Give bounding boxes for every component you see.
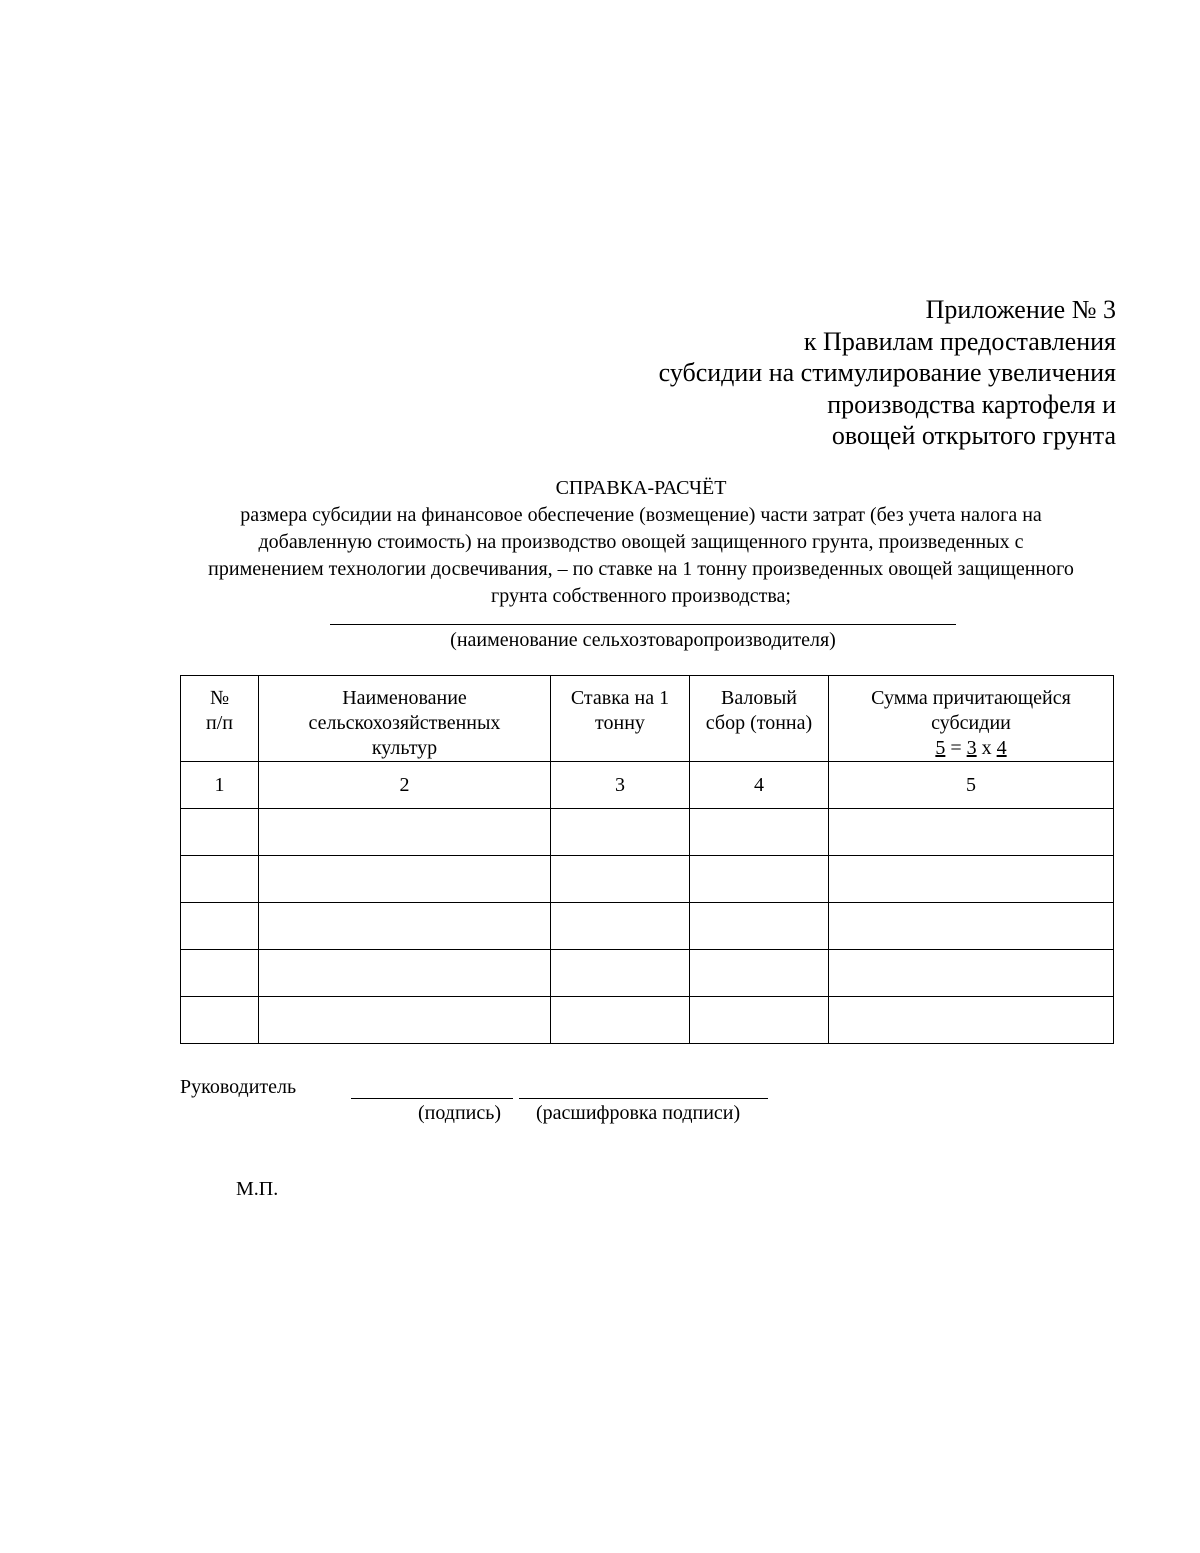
table-row — [181, 809, 1114, 856]
table-cell[interactable] — [690, 997, 829, 1044]
header-rate: Ставка на 1 тонну — [551, 676, 690, 762]
table-cell[interactable] — [551, 903, 690, 950]
header-crop-name: Наименование сельскохозяйственных культур — [259, 676, 551, 762]
table-cell[interactable] — [829, 903, 1114, 950]
table-cell[interactable] — [259, 809, 551, 856]
column-number: 3 — [551, 762, 690, 809]
table-cell[interactable] — [690, 903, 829, 950]
table-cell[interactable] — [181, 809, 259, 856]
table-cell[interactable] — [551, 856, 690, 903]
table-cell[interactable] — [829, 809, 1114, 856]
table-cell[interactable] — [181, 997, 259, 1044]
subtitle-line-2: добавленную стоимость) на производство овощей защищенного грунта, произведенных с — [258, 531, 1024, 553]
table-row — [181, 856, 1114, 903]
table-cell[interactable] — [829, 856, 1114, 903]
appendix-line-3: субсидии на стимулирование увеличения — [658, 358, 1116, 387]
header-subsidy-amount: Сумма причитающейся субсидии 5 = 3 х 4 — [829, 676, 1114, 762]
signature-decoding-caption: (расшифровка подписи) — [536, 1102, 741, 1124]
table-cell[interactable] — [259, 856, 551, 903]
header-number: № п/п — [181, 676, 259, 762]
table-cell[interactable] — [181, 950, 259, 997]
column-number: 4 — [690, 762, 829, 809]
producer-name-line[interactable] — [330, 624, 956, 625]
signatory-role: Руководитель — [180, 1076, 297, 1098]
table-row — [181, 997, 1114, 1044]
column-number: 5 — [829, 762, 1114, 809]
subtitle-line-3: применением технологии досвечивания, – по ставке на 1 тонну произведенных овощей защищенного — [208, 558, 1074, 580]
document-title: СПРАВКА-РАСЧЁТ — [555, 477, 727, 499]
table-cell[interactable] — [259, 903, 551, 950]
header-gross-yield: Валовый сбор (тонна) — [690, 676, 829, 762]
column-number: 1 — [181, 762, 259, 809]
signature-caption: (подпись) — [418, 1102, 502, 1124]
table-row — [181, 950, 1114, 997]
table-cell[interactable] — [690, 950, 829, 997]
table-row — [181, 903, 1114, 950]
calculation-table — [180, 675, 1114, 1044]
appendix-line-4: производства картофеля и — [827, 389, 1116, 419]
table-cell[interactable] — [181, 856, 259, 903]
table-cell[interactable] — [259, 950, 551, 997]
table-cell[interactable] — [829, 950, 1114, 997]
appendix-line-1: Приложение № 3 — [925, 295, 1116, 324]
column-number-row — [181, 762, 1114, 809]
signature-line[interactable] — [351, 1098, 513, 1099]
table-cell[interactable] — [551, 809, 690, 856]
column-number: 2 — [259, 762, 551, 809]
table-cell[interactable] — [551, 997, 690, 1044]
appendix-line-2: к Правилам предоставления — [803, 326, 1116, 356]
table-cell[interactable] — [690, 809, 829, 856]
subtitle-line-1: размера субсидии на финансовое обеспечение (возмещение) части затрат (без учета налога на — [240, 504, 1042, 526]
subtitle-line-4: грунта собственного производства; — [491, 585, 791, 607]
table-cell[interactable] — [259, 997, 551, 1044]
table-cell[interactable] — [829, 997, 1114, 1044]
appendix-line-5: овощей открытого грунта — [831, 421, 1116, 450]
table-cell[interactable] — [551, 950, 690, 997]
signature-decoding-line[interactable] — [519, 1098, 768, 1099]
document-subtitle — [160, 502, 1122, 610]
table-header-row — [181, 676, 1114, 762]
table-cell[interactable] — [181, 903, 259, 950]
stamp-place: М.П. — [236, 1178, 279, 1200]
table-cell[interactable] — [690, 856, 829, 903]
appendix-block — [476, 294, 1116, 452]
producer-name-caption: (наименование сельхозтоваропроизводителя) — [450, 629, 836, 651]
subsidy-formula: 5 = 3 х 4 — [935, 737, 1007, 759]
